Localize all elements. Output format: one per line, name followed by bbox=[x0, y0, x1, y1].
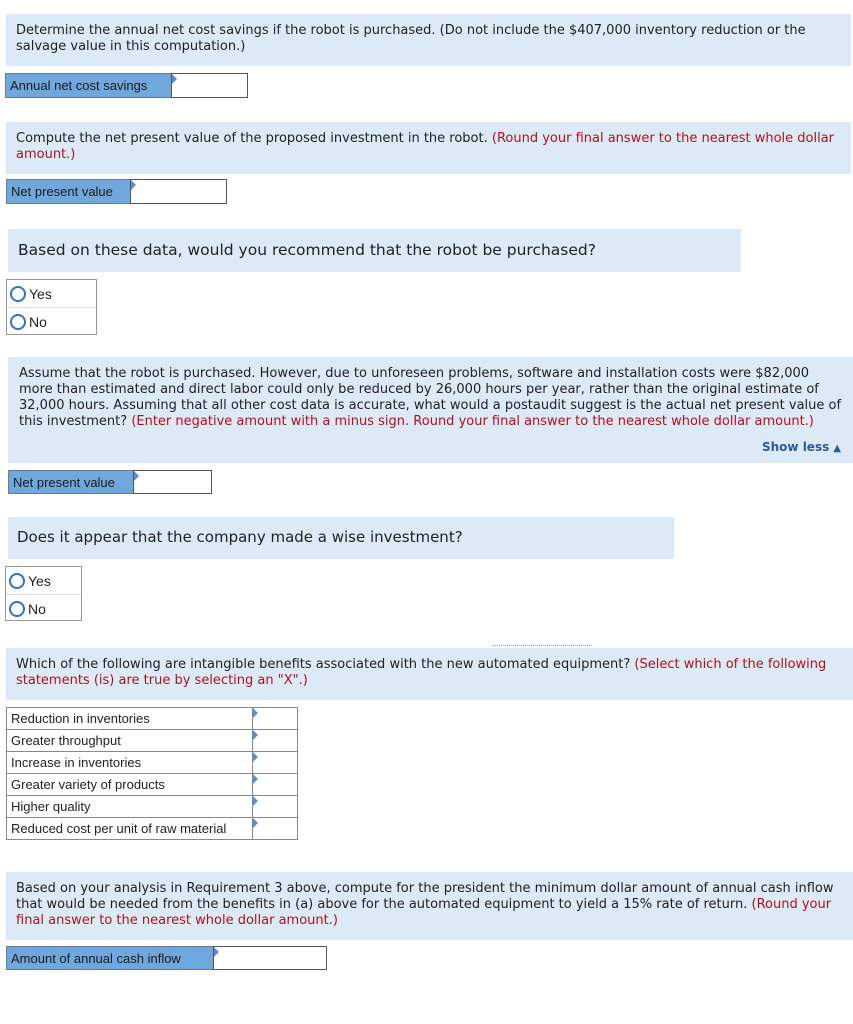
benefit-label: Higher quality bbox=[7, 796, 253, 818]
benefit-label: Greater throughput bbox=[7, 730, 253, 752]
benefit-label: Reduced cost per unit of raw material bbox=[7, 818, 253, 840]
radio-label: No bbox=[28, 600, 46, 617]
benefit-label: Increase in inventories bbox=[7, 752, 253, 774]
table-row bbox=[7, 730, 298, 752]
table-row bbox=[7, 796, 298, 818]
benefit-select-cell[interactable] bbox=[253, 818, 298, 840]
triangle-up-icon: ▲ bbox=[833, 443, 842, 454]
table-row bbox=[7, 752, 298, 774]
question-net-present-value bbox=[6, 122, 851, 174]
question-text: Based on your analysis in Requirement 3 above, compute for the president the minimum dollar amount of annual cash inflow that would be needed from the benefits in (a) above for the automated equipment to yield a 15% rate of return. bbox=[16, 881, 834, 912]
benefit-select-cell[interactable] bbox=[253, 796, 298, 818]
question-text: Based on these data, would you recommend that the robot be purchased? bbox=[18, 241, 596, 259]
intangible-benefits-table bbox=[6, 707, 298, 840]
show-less-link[interactable] bbox=[762, 440, 841, 454]
question-instruction: (Enter negative amount with a minus sign. Round your final answer to the nearest whole dollar amount.) bbox=[131, 414, 814, 429]
question-text: Does it appear that the company made a wise investment? bbox=[17, 528, 463, 546]
show-less-label: Show less bbox=[762, 440, 830, 454]
question-text: Determine the annual net cost savings if the robot is purchased. (Do not include the $407,000 inventory reduction or the salvage value in this computation.) bbox=[16, 23, 806, 54]
annual-net-cost-savings-label: Annual net cost savings bbox=[5, 73, 172, 98]
dotted-divider bbox=[492, 645, 592, 646]
radio-option-no[interactable] bbox=[7, 307, 96, 335]
annual-cash-inflow-label: Amount of annual cash inflow bbox=[6, 946, 215, 970]
benefit-label: Reduction in inventories bbox=[7, 708, 253, 730]
question-wise-investment bbox=[8, 517, 674, 559]
wise-investment-radio-group bbox=[5, 566, 82, 621]
annual-net-cost-savings-input[interactable] bbox=[171, 73, 248, 98]
question-text: Which of the following are intangible benefits associated with the new automated equipment? bbox=[16, 657, 631, 672]
radio-circle-icon[interactable] bbox=[9, 601, 25, 617]
postaudit-npv-input[interactable] bbox=[133, 470, 212, 494]
annual-cash-inflow-input[interactable] bbox=[213, 946, 327, 970]
radio-label: No bbox=[29, 313, 47, 330]
radio-label: Yes bbox=[28, 572, 51, 589]
question-text: Compute the net present value of the proposed investment in the robot. bbox=[16, 131, 488, 146]
question-instruction: (Round your final answer to the nearest whole dollar amount.) bbox=[16, 131, 835, 162]
radio-circle-icon[interactable] bbox=[9, 573, 25, 589]
table-row bbox=[7, 818, 298, 840]
radio-option-no[interactable] bbox=[6, 594, 81, 622]
benefit-select-cell[interactable] bbox=[253, 708, 298, 730]
radio-option-yes[interactable] bbox=[7, 280, 96, 307]
benefit-select-cell[interactable] bbox=[253, 752, 298, 774]
question-postaudit-npv bbox=[8, 357, 853, 463]
benefit-select-cell[interactable] bbox=[253, 730, 298, 752]
radio-label: Yes bbox=[29, 285, 52, 302]
question-instruction: (Round your final answer to the nearest whole dollar amount.) bbox=[16, 897, 832, 928]
question-recommend-purchase bbox=[8, 229, 741, 272]
recommend-purchase-radio-group bbox=[6, 279, 97, 335]
radio-circle-icon[interactable] bbox=[10, 314, 26, 330]
net-present-value-input[interactable] bbox=[130, 179, 227, 204]
question-intangible-benefits bbox=[6, 648, 853, 700]
benefit-select-cell[interactable] bbox=[253, 774, 298, 796]
question-instruction: (Select which of the following statements (is) are true by selecting an "X".) bbox=[16, 657, 827, 688]
table-row bbox=[7, 774, 298, 796]
net-present-value-label: Net present value bbox=[6, 179, 131, 204]
question-text: Assume that the robot is purchased. However, due to unforeseen problems, software and installation costs were $82,000 more than estimated and direct labor could only be reduced by 26,000 hours per year, rather than the original estimate of 32,000 hours. Assuming that all other cost data is accurate, what would a postaudit suggest is the actual net present value of this investment? bbox=[19, 366, 842, 429]
benefit-label: Greater variety of products bbox=[7, 774, 253, 796]
table-row bbox=[7, 708, 298, 730]
radio-circle-icon[interactable] bbox=[10, 286, 26, 302]
question-annual-cash-inflow bbox=[6, 872, 853, 940]
radio-option-yes[interactable] bbox=[6, 567, 81, 594]
postaudit-npv-label: Net present value bbox=[8, 470, 134, 494]
question-annual-net-cost-savings bbox=[6, 14, 851, 66]
